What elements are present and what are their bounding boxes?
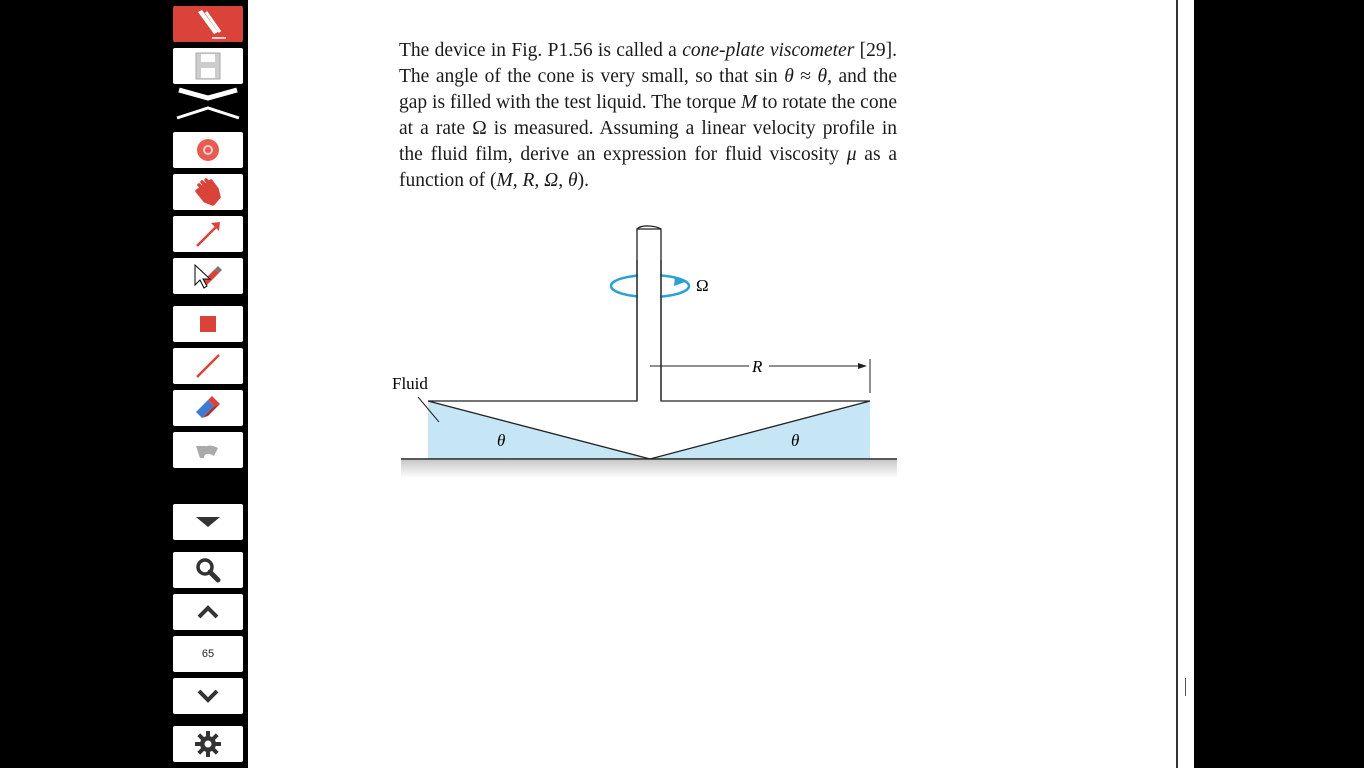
chevron-up-icon [196,604,220,620]
dropdown-button[interactable] [173,504,243,540]
page-down-button[interactable] [173,678,243,714]
radius-label: R [752,357,763,376]
search-icon [195,557,221,583]
rectangle-tool-button[interactable] [173,306,243,342]
floppy-disk-icon [195,52,221,80]
search-button[interactable] [173,552,243,588]
omega-label: Ω [696,276,709,295]
highlighter-tool-button[interactable] [173,258,243,294]
line-icon [195,353,221,379]
fluid-label: Fluid [392,374,428,393]
record-button[interactable] [173,132,243,168]
pen-icon [188,8,228,40]
undo-icon [194,438,222,462]
record-icon [195,137,221,163]
right-margin [1194,0,1364,768]
document-page [248,0,1176,768]
scrollbar-track[interactable] [1176,0,1194,768]
eraser-icon [194,396,222,420]
gear-icon [194,730,222,758]
pen-tool-button[interactable] [173,6,243,42]
eraser-tool-button[interactable] [173,390,243,426]
arrow-tool-button[interactable] [173,216,243,252]
collapse-toggle-button[interactable] [173,86,243,122]
square-icon [199,315,217,333]
scrollbar-thumb[interactable] [1185,678,1186,696]
line-tool-button[interactable] [173,348,243,384]
settings-button[interactable] [173,726,243,762]
hand-icon [193,177,223,207]
page-number-field[interactable] [173,636,243,672]
chevrons-icon [173,86,243,122]
annotation-toolbar [0,0,248,768]
cone-plate-viscometer-figure [388,220,908,490]
undo-button[interactable] [173,432,243,468]
caret-down-icon [195,515,221,529]
radius-arrowhead [858,363,867,369]
hand-tool-button[interactable] [173,174,243,210]
page-up-button[interactable] [173,594,243,630]
problem-text: The device in Fig. P1.56 is called a cone-plate viscometer [29]. The angle of the cone is very small, so that sin θ ≈ θ, and the gap is filled with the test liquid. The torque M to rotate the cone at a rate Ω is measured. Assuming a linear velocity profile in the fluid film, derive an expression for fluid viscosity μ as a function of (M, R, Ω, θ). [399,40,898,191]
highlighter-icon [193,261,223,291]
theta-left-label: θ [497,431,506,450]
arrow-icon [193,219,223,249]
theta-right-label: θ [791,431,800,450]
floor-shadow [401,460,897,478]
chevron-down-icon [196,688,220,704]
save-button[interactable] [173,48,243,84]
page-number: 65 [201,648,215,660]
